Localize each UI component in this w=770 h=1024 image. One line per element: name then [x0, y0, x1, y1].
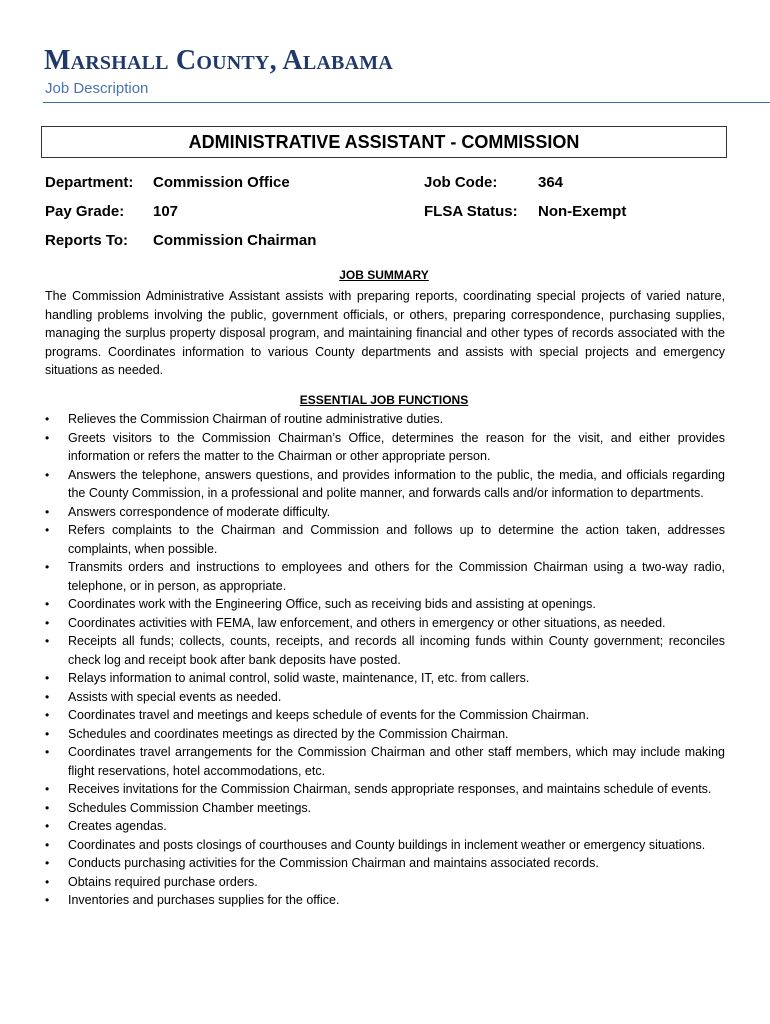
function-text: Answers the telephone, answers questions, and provides information to the public, the media, and officials regarding the County Commission, in a professional and polite manner, and forwards calls and/or information to departments.	[68, 467, 725, 500]
bullet-icon: •	[45, 560, 50, 574]
function-list-item	[45, 595, 725, 614]
function-text: Answers correspondence of moderate difficulty.	[68, 504, 331, 519]
job-summary-text: The Commission Administrative Assistant assists with preparing reports, coordinating special projects of varied nature, handling problems involving the public, government officials, or others, preparing correspondence, purchasing supplies, managing the surplus property disposal program, and maintaining financial and other types of records associated with the programs. Coordinates information to various County departments and assists with special projects and emergency situations as needed.	[45, 289, 725, 377]
function-text: Inventories and purchases supplies for the office.	[68, 893, 340, 907]
flsa-status-value: Non-Exempt	[538, 203, 627, 220]
function-list-item	[45, 632, 725, 669]
essential-functions-list	[45, 410, 725, 910]
function-text: Assists with special events as needed.	[68, 689, 282, 704]
function-list-item	[45, 799, 725, 818]
bullet-icon: •	[45, 504, 50, 519]
bullet-icon: •	[45, 819, 50, 833]
bullet-icon: •	[45, 874, 50, 889]
bullet-icon: •	[45, 689, 50, 704]
header-divider	[43, 102, 770, 103]
function-text: Creates agendas.	[68, 819, 167, 833]
function-list-item	[45, 743, 725, 780]
function-list-item	[45, 521, 725, 558]
function-text: Receipts all funds; collects, counts, receipts, and records all incoming funds within County government; reconciles check log and receipt book after bank deposits have posted.	[68, 634, 725, 667]
essential-functions-heading: ESSENTIAL JOB FUNCTIONS	[299, 393, 469, 407]
bullet-icon: •	[45, 412, 50, 426]
bullet-icon: •	[45, 726, 50, 741]
function-text: Relieves the Commission Chairman of routine administrative duties.	[68, 412, 444, 426]
function-list-item	[45, 854, 725, 873]
function-text: Schedules and coordinates meetings as directed by the Commission Chairman.	[68, 726, 509, 741]
flsa-status-label: FLSA Status:	[424, 203, 518, 220]
bullet-icon: •	[45, 467, 50, 482]
document-subtitle: Job Description	[45, 80, 149, 97]
function-text: Transmits orders and instructions to employees and others for the Commission Chairman using a two-way radio, telephone, or in person, as appropriate.	[68, 560, 725, 593]
county-title: Marshall County, Alabama	[44, 45, 393, 76]
department-value: Commission Office	[153, 174, 290, 191]
function-list-item	[45, 891, 725, 910]
department-label: Department:	[45, 174, 134, 191]
function-list-item	[45, 836, 725, 855]
function-list-item	[45, 429, 725, 466]
job-summary-heading: JOB SUMMARY	[339, 268, 429, 282]
function-text: Coordinates travel and meetings and keeps schedule of events for the Commission Chairman.	[68, 708, 590, 722]
bullet-icon: •	[45, 597, 50, 611]
function-list-item	[45, 817, 725, 836]
function-text: Coordinates and posts closings of courthouses and County buildings in inclement weather or emergency situations.	[68, 837, 706, 852]
job-code-label: Job Code:	[424, 174, 498, 191]
bullet-icon: •	[45, 430, 50, 445]
bullet-icon: •	[45, 856, 50, 870]
function-text: Obtains required purchase orders.	[68, 874, 258, 889]
job-code-value: 364	[538, 174, 564, 191]
reports-to-value: Commission Chairman	[153, 232, 317, 249]
bullet-icon: •	[45, 615, 50, 630]
function-list-item	[45, 688, 725, 707]
bullet-icon: •	[45, 634, 50, 648]
bullet-icon: •	[45, 837, 50, 852]
function-text: Relays information to animal control, solid waste, maintenance, IT, etc. from callers.	[68, 671, 530, 685]
function-list-item	[45, 725, 725, 744]
bullet-icon: •	[45, 893, 50, 907]
function-text: Refers complaints to the Chairman and Commission and follows up to determine the action taken, addresses complaints, when possible.	[68, 523, 725, 556]
bullet-icon: •	[45, 745, 50, 759]
function-text: Coordinates travel arrangements for the Commission Chairman and other staff members, which may include making flight reservations, hotel accommodations, etc.	[68, 745, 725, 778]
function-list-item	[45, 780, 725, 799]
bullet-icon: •	[45, 671, 50, 685]
reports-to-label: Reports To:	[45, 232, 129, 249]
function-list-item	[45, 706, 725, 725]
function-list-item	[45, 614, 725, 633]
bullet-icon: •	[45, 708, 50, 722]
bullet-icon: •	[45, 523, 50, 537]
function-list-item	[45, 410, 725, 429]
function-text: Receives invitations for the Commission Chairman, sends appropriate responses, and maintains schedule of events.	[68, 782, 712, 796]
job-title: ADMINISTRATIVE ASSISTANT - COMMISSION	[188, 132, 580, 152]
function-list-item	[45, 466, 725, 503]
function-list-item	[45, 873, 725, 892]
bullet-icon: •	[45, 782, 50, 796]
function-text: Schedules Commission Chamber meetings.	[68, 800, 312, 815]
pay-grade-label: Pay Grade:	[45, 203, 125, 220]
function-list-item	[45, 558, 725, 595]
function-list-item	[45, 669, 725, 688]
function-text: Conducts purchasing activities for the Commission Chairman and maintains associated records.	[68, 856, 599, 870]
function-text: Coordinates work with the Engineering Office, such as receiving bids and assisting at openings.	[68, 597, 596, 611]
pay-grade-value: 107	[153, 203, 179, 220]
function-text: Coordinates activities with FEMA, law enforcement, and others in emergency or other situations, as needed.	[68, 615, 666, 630]
job-title-box	[41, 126, 727, 158]
function-list-item	[45, 503, 725, 522]
bullet-icon: •	[45, 800, 50, 815]
function-text: Greets visitors to the Commission Chairman’s Office, determines the reason for the visit, and either provides information or refers the matter to the Chairman or other appropriate person.	[68, 430, 725, 463]
